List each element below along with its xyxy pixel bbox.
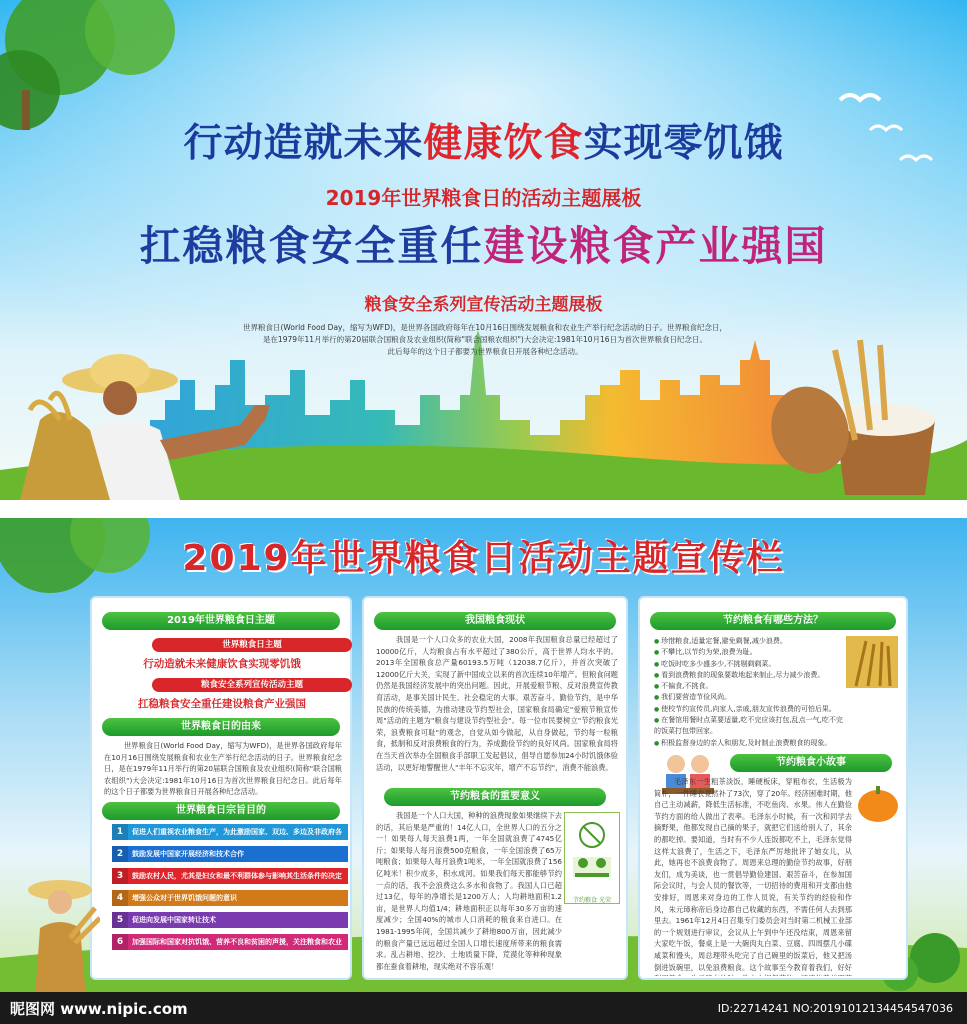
method-item: ● 不偏食,不挑食。: [654, 681, 844, 692]
importance-text: 我国是一个人口大国，种种的浪费现象如果继续下去的话，其后果是严重的！14亿人口，全世界人口的五分之一！如果每人每天浪费1两，一年全国就浪费了4745亿斤；如果每人每月浪费500克粮食，一年全国浪费了65万吨粮食；如果每人每月浪费1吨米，一年全国就浪费了156亿吨米！积少成多，积水成河。如果我们每天都能够节约一点的话，我不会浪费这么多水和食物了。我国人口已超过13亿，每年的净增长是1200万人；人均耕地面积1.2亩，是世界人均值1/4；耕地面积正以每年30多万亩的速度减少；全国40%的城市人口消耗的粮食来自进口。在1981-1995年间，全国共减少了耕地800万亩，因此减少的粮食产量已远远超过全国人口增长速度所带来的粮食需求。乱占耕地、挖沙、土地质量下降，荒漠化等种种现象都在蚕食着耕地，现实绝对不容乐观！: [376, 811, 562, 971]
status-text: 我国是一个人口众多的农业大国，2008年我国粮食总量已经超过了10000亿斤，人均粮食占有水平超过了380公斤，高于世界人均水平的。2013年全国粮食总产量60193.5万吨（12038.7亿斤），并首次突破了12000亿斤大关，实现了新中国成立以来的首次连续10年增产。但粮食问题仍然是我国经济发展中的突出问题。因此，开展爱粮节粮、反对浪费宣传教育活动，是事关国计民生、社会稳定的大事。艰苦奋斗、勤俭节约，是中华民族的传统美德，为推动建设节约型社会，国家粮食局确定"爱粮节粮宣传周"活动的主题为"粮食与建设节约型社会"。每一位市民要树立"节约粮食光荣，浪费粮食可耻"的观念，自觉从如今做起，从自身做起，节约每一粒粮食，抵制和反对浪费粮食的行为，养成勤俭节约的良好风尚。国家粮食局将在当天首次举办全国粮食手部职工发起倡议，倡导自愿参加24小时饥饿体验活动，以更好地警醒世人"丰年不忘灾年，增产不忘节约"，消费不能浪费。: [376, 635, 618, 772]
subtitle: 2019年世界粮食日的活动主题展板: [325, 186, 642, 210]
panel-theme: [90, 596, 352, 980]
goal-text: 鼓励发展中国家开展经济和技术合作: [132, 850, 244, 858]
goal-number: 4: [112, 890, 128, 906]
intro-line: 是在1979年11月举行的第20届联合国粮食及农业组织(简称"联合国粮农组织")大会决定:1981年10月16日为首次世界粮食日纪念日。: [262, 335, 708, 344]
sub-label: 世界粮食日主题: [152, 638, 352, 652]
goal-text: 促进人们重视农业粮食生产，为此激励国家、双边、多边及非政府各: [132, 828, 342, 836]
goal-text: 鼓励农村人民，尤其是妇女和最不利群体参与影响其生活条件的决定: [132, 872, 342, 880]
pumpkin-illustration: [854, 778, 902, 828]
theme-text: 行动造就未来健康饮食实现零饥饿: [143, 658, 301, 670]
wheat-photo: [846, 636, 898, 688]
method-item: ● 不攀比,以节约为荣,浪费为耻。: [654, 647, 844, 658]
main-title: [0, 213, 967, 272]
headline-part-highlight: 健康饮食: [423, 121, 584, 166]
method-item: ● 看到浪费粮食的现象要敢地起来制止,尽力减少浪费。: [654, 670, 844, 681]
sub-label: 粮食安全系列宣传活动主题: [152, 678, 352, 692]
panel-header: 节约粮食有哪些方法？: [650, 612, 896, 630]
method-item: ● 吃饭时吃多少盛多少,不挑剔剩剩菜。: [654, 659, 844, 670]
theme-text: 扛稳粮食安全重任建设粮食产业强国: [138, 698, 306, 710]
methods-list: [654, 636, 844, 749]
poster-image: [564, 812, 620, 904]
main-title-part-highlight: 建设粮食产业强国: [483, 222, 828, 270]
method-item: ● 使校节约宣传员,向家人,亲戚,朋友宣传浪费的可怕后果。: [654, 704, 844, 715]
no-waste-icon: [565, 813, 619, 891]
poster-caption: 节约粮食 光荣: [573, 897, 611, 904]
method-item: ● 珍惜粮食,适量定餐,避免剩餐,减少浪费。: [654, 636, 844, 647]
board-separator: [0, 500, 967, 518]
goal-text: 加强国际和国家对抗饥饿、营养不良和贫困的声援，关注粮食和农业发展方面的成就: [132, 938, 342, 962]
goal-text: 促进向发展中国家转让技术: [132, 916, 216, 924]
panel-header: 世界粮食日的由来: [102, 718, 340, 736]
panel-methods: [638, 596, 908, 980]
intro-line: 世界粮食日(World Food Day，缩写为WFD)，是世界各国政府每年在10月16日围绕发展粮食和农业生产举行纪念活动的日子。世界粮食纪念日，: [243, 323, 727, 332]
goal-number: 3: [112, 868, 128, 884]
goal-item: [112, 868, 348, 884]
headline-part: 行动造就未来: [183, 121, 424, 166]
method-item: ● 我们要营造节俭风尚。: [654, 692, 844, 703]
method-item: ● 积极监督身边的亲人和朋友,及时制止浪费粮食的现象。: [654, 738, 844, 749]
panel-status: [362, 596, 628, 980]
intro-line: 此后每年的这个日子都要为世界粮食日开展各种纪念活动。: [387, 347, 583, 356]
goal-number: 2: [112, 846, 128, 862]
old-farmer-figure: [20, 868, 100, 1000]
banner-title: 2019年世界粮食日活动主题宣传栏: [182, 538, 785, 579]
headline: [0, 112, 967, 168]
panel-header: 节约粮食的重要意义: [384, 788, 606, 806]
headline-part: 实现零饥饿: [583, 121, 784, 166]
goal-item: [112, 912, 348, 928]
top-board: [0, 0, 967, 500]
goal-number: 6: [112, 934, 128, 950]
main-title-part: 扛稳粮食安全重任: [139, 222, 484, 270]
intro-text: [210, 322, 760, 358]
panel-header: 节约粮食小故事: [730, 754, 892, 772]
site-logo: 昵图网 www.nipic.com: [10, 1000, 188, 1018]
goal-number: 1: [112, 824, 128, 840]
goal-item: [112, 824, 348, 840]
goal-item: [112, 846, 348, 862]
goal-text: 增强公众对于世界饥饿问题的意识: [132, 894, 237, 902]
goal-item: [112, 934, 348, 962]
goal-item: [112, 890, 348, 906]
method-item: ● 在餐馆用餐时点菜要适量,吃不完应该打包,乱点一气,吃不完的饭菜打包带回家。: [654, 715, 844, 738]
goal-number: 5: [112, 912, 128, 928]
footer-bar: [0, 992, 967, 1024]
panel-header: 2019年世界粮食日主题: [102, 612, 340, 630]
panel-header: 我国粮食现状: [374, 612, 616, 630]
series-title: 粮食安全系列宣传活动主题展板: [364, 295, 603, 315]
bottom-board: [0, 518, 967, 1000]
panel-header: 世界粮食日宗旨目的: [102, 802, 340, 820]
image-id: ID:22714241 NO:20191012134454547036: [717, 1002, 953, 1015]
origin-text: 世界粮食日(World Food Day，缩写为WFD)，是世界各国政府每年在10月16日围绕发展粮食和农业生产举行纪念活动的日子。世界粮食纪念日，是在1979年11月举行的第20届联合国粮食及农业组织(简称"联合国粮农组织")大会决定:1981年10月16日为首次世界粮食日纪念日。此后每年的这个日子都要为世界粮食日开展各种纪念活动。: [104, 741, 342, 797]
story-text: 毛泽东一生粗茶淡饭，睡硬板床，穿粗布衣，生活极为简朴，一件睡衣竟然补了73次，穿了20年。经济困难时期，他自己主动减薪，降低生活标准，不吃鱼肉、水果。伟人在勤俭节约方面的给人做出了表率。毛泽东小时候，有一次和同学去摘野果，他都发现自己摘的果子，就把它们送给别人了，其余的都吃掉。要知道，当时有不少人连饭都吃不上，毛泽东觉得这样太浪费了，生活之下，毛泽东严厉地批评了她女儿，从此，她再也不浪费食物了。周恩来总理的勤俭节约故事，好朋友们，成为美谈，也一贯倡导勤俭建国、艰苦奋斗，在参加国际会议时，与会人员的餐饮等，一切招待的费用和开支都由他安排好，周恩来对身边的工作人员说，有关节约的经验和作风，朱元璋称帝后身边都自己收藏的东西，不需任何人去到那里去。1961年12月4日召集专门委员会对当时第二机械工业部的一个规划进行审议，会议从上午到中午还没结束，周恩来留大家吃午饭，餐桌上是一大碗肉丸白菜、豆腐、四周摆几小碟咸菜和馒头，周总理带头吃完了自己碗里的饭菜后，他又把汤倒进饭碗里，以免浪费粮食。这个故事至今教育着我们，好好: [654, 777, 852, 972]
